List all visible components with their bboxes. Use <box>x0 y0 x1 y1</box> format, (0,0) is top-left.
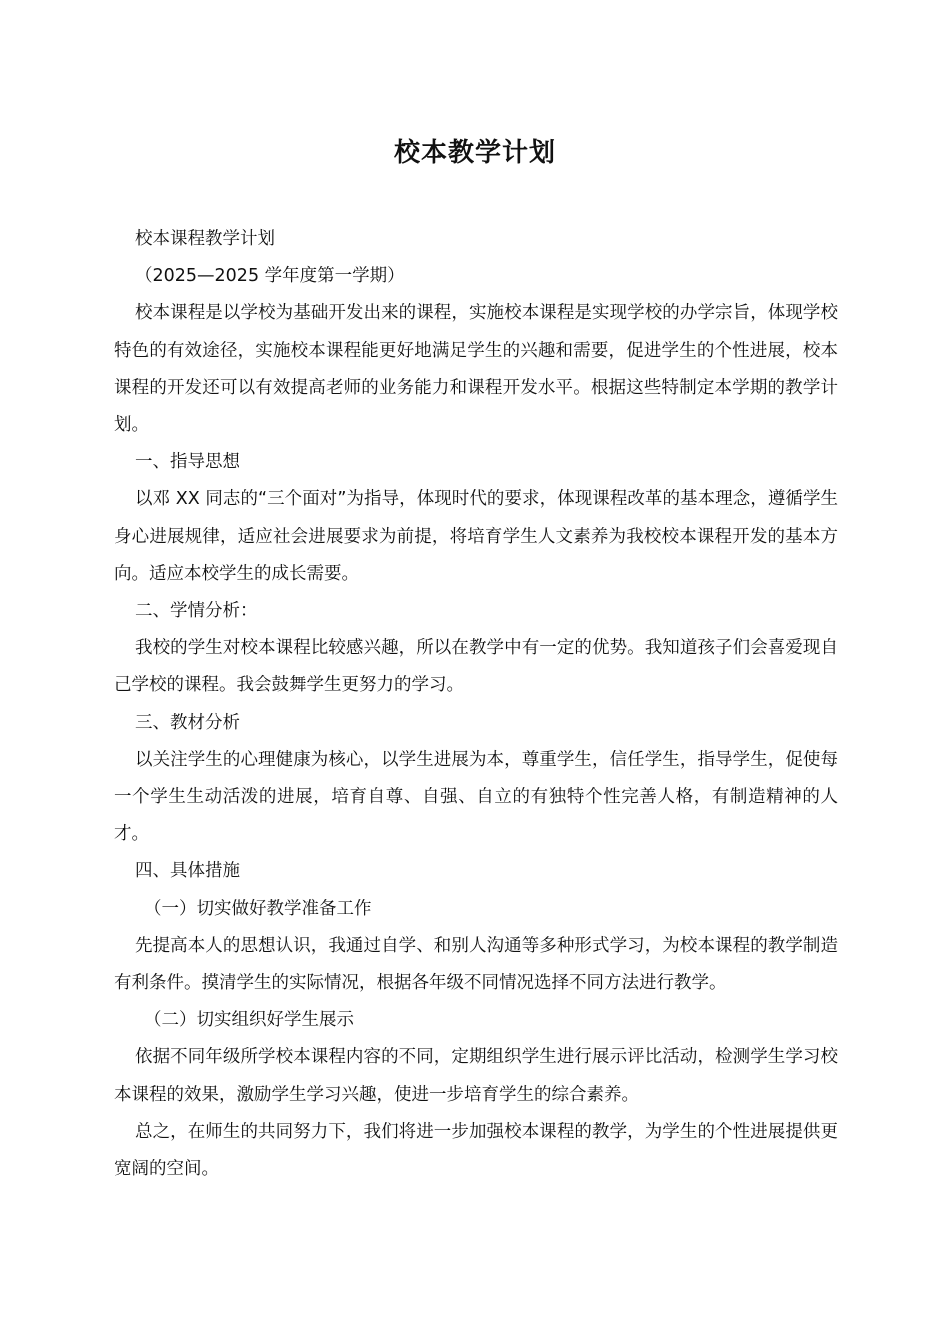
preparation-paragraph: 先提高本人的思想认识，我通过自学、和别人沟通等多种形式学习，为校本课程的教学制造有利条件。摸清学生的实际情况，根据各年级不同情况选择不同方法进行教学。 <box>114 935 838 994</box>
course-plan-heading: 校本课程教学计划 <box>135 229 275 249</box>
section-heading-measures: 四、具体措施 <box>135 861 240 882</box>
document-title: 校本教学计划 <box>393 138 556 168</box>
guiding-thought-paragraph: 以邓 XX 同志的“三个面对”为指导，体现时代的要求，体现课程改革的基本理念，遵循学生身心进展规律，适应社会进展要求为前提，将培育学生人文素养为我校校本课程开发的基本方向。适应本校学生的成长需要。 <box>114 489 838 584</box>
material-analysis-paragraph: 以关注学生的心理健康为核心，以学生进展为本，尊重学生，信任学生，指导学生，促使每一个学生生动活泼的进展，培育自尊、自强、自立的有独特个性完善人格，有制造精神的人才。 <box>114 749 838 845</box>
showcase-paragraph: 依据不同年级所学校本课程内容的不同，定期组织学生进行展示评比活动，检测学生学习校本课程的效果，激励学生学习兴趣，使进一步培育学生的综合素养。 <box>114 1047 838 1105</box>
student-analysis-paragraph: 我校的学生对校本课程比较感兴趣，所以在教学中有一定的优势。我知道孩子们会喜爱现自己学校的课程。我会鼓舞学生更努力的学习。 <box>114 638 838 696</box>
subsection-heading-preparation: （一）切实做好教学准备工作 <box>144 898 372 919</box>
subsection-heading-showcase: （二）切实组织好学生展示 <box>144 1010 354 1031</box>
semester-line: （2025—2025 学年度第一学期） <box>135 266 405 287</box>
document-body <box>114 221 838 1188</box>
section-heading-student-analysis: 二、学情分析： <box>135 601 258 622</box>
conclusion-paragraph: 总之，在师生的共同努力下，我们将进一步加强校本课程的教学，为学生的个性进展提供更宽阔的空间。 <box>114 1121 838 1180</box>
intro-paragraph: 校本课程是以学校为基础开发出来的课程，实施校本课程是实现学校的办学宗旨，体现学校特色的有效途径，实施校本课程能更好地满足学生的兴趣和需要，促进学生的个性进展，校本课程的开发还可以有效提高老师的业务能力和课程开发水平。根据这些特制定本学期的教学计划。 <box>114 303 838 436</box>
section-heading-material-analysis: 三、教材分析 <box>135 712 240 733</box>
section-heading-guiding-thought: 一、指导思想 <box>135 452 240 473</box>
